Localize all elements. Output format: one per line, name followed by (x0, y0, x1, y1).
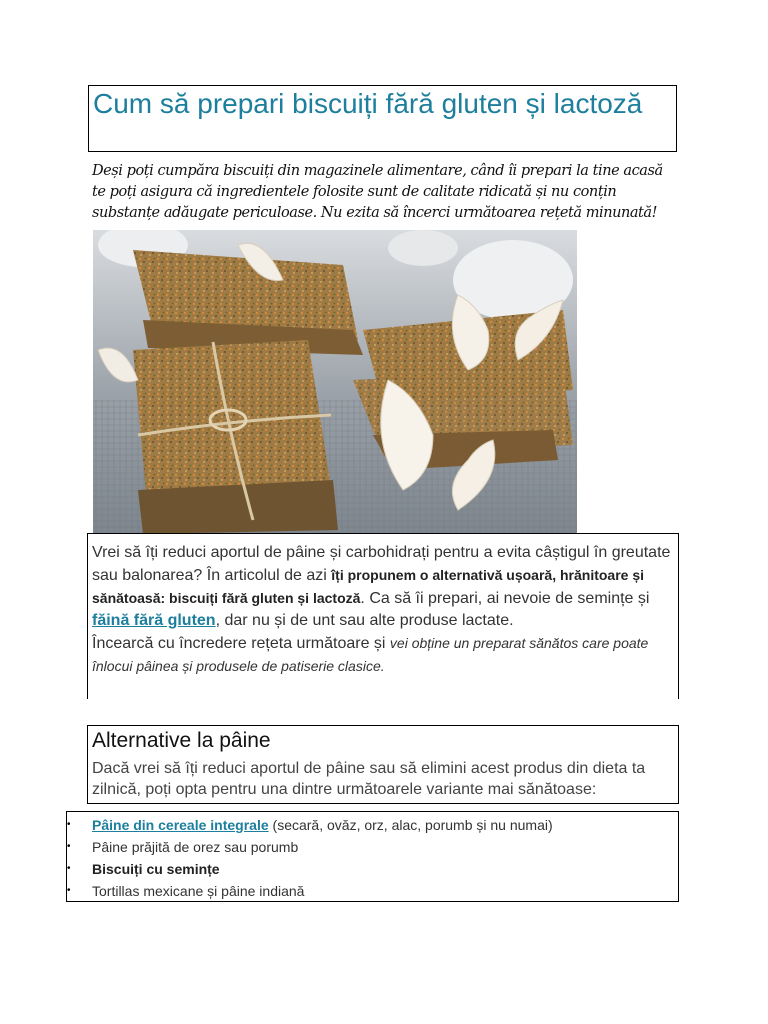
alternatives-list-box (66, 811, 679, 902)
article-body (87, 533, 679, 699)
list-item: • Pâine prăjită de orez sau porumb (67, 836, 678, 858)
intro-paragraph: Deși poți cumpăra biscuiți din magazinele alimentare, când îi prepari la tine acasă te poți asigura că ingredientele folosite sunt de calitate ridicată și nu conțin substanțe adăugate periculoase. Nu ezita să încerci următoarea rețetă minunată! (92, 163, 663, 221)
alternatives-text: Dacă vrei să îți reduci aportul de pâine sau să elimini acest produs din dieta ta zilnică, poți opta pentru una dintre următoarele variante mai sănătoase: (92, 760, 646, 798)
alternatives-list (67, 814, 678, 902)
alternatives-section (87, 725, 679, 804)
bullet-icon: • (67, 841, 71, 852)
emphasis-text: vei obține un preparat sănătos care poate înlocui pâinea și produsele de patiserie clasice. (92, 635, 649, 674)
gluten-free-flour-link[interactable]: făină fără gluten (92, 612, 216, 629)
body-paragraph-2: Încearcă cu încredere rețeta următoare și vei obține un preparat sănătos care poate înlocui pâinea și produsele de patiserie clasice. (92, 635, 649, 674)
crackers-photo (93, 230, 577, 534)
body-paragraph-1: Vrei să îți reduci aportul de pâine și carbohidrați pentru a evita câștigul în greutate sau balonarea? În articolul de azi îți propunem o alternativă ușoară, hrănitoare și sănătoasă: biscuiți fără gluten și lactoză. Ca să îi prepari, ai nevoie de semințe și făină fără gluten, dar nu și de unt sau alte produse lactate. (92, 544, 671, 629)
list-item: • Pâine din cereale integrale (secară, ovăz, orz, alac, porumb și nu numai) (67, 814, 678, 836)
bullet-icon: • (67, 819, 71, 830)
whole-grain-bread-link[interactable]: Pâine din cereale integrale (92, 817, 269, 833)
title-box (88, 85, 677, 152)
list-item: • Tortillas mexicane și pâine indiană (67, 880, 678, 902)
bullet-icon: • (67, 863, 71, 874)
page-title: Cum să prepari biscuiți fără gluten și lactoză (93, 88, 643, 119)
highlight-text: îți propunem o alternativă ușoară, hrănitoare și sănătoasă: biscuiți fără gluten și lactoză (92, 567, 645, 606)
alternatives-heading: Alternative la pâine (92, 729, 271, 752)
bullet-icon: • (67, 885, 71, 896)
list-item: • Biscuiți cu semințe (67, 858, 678, 880)
